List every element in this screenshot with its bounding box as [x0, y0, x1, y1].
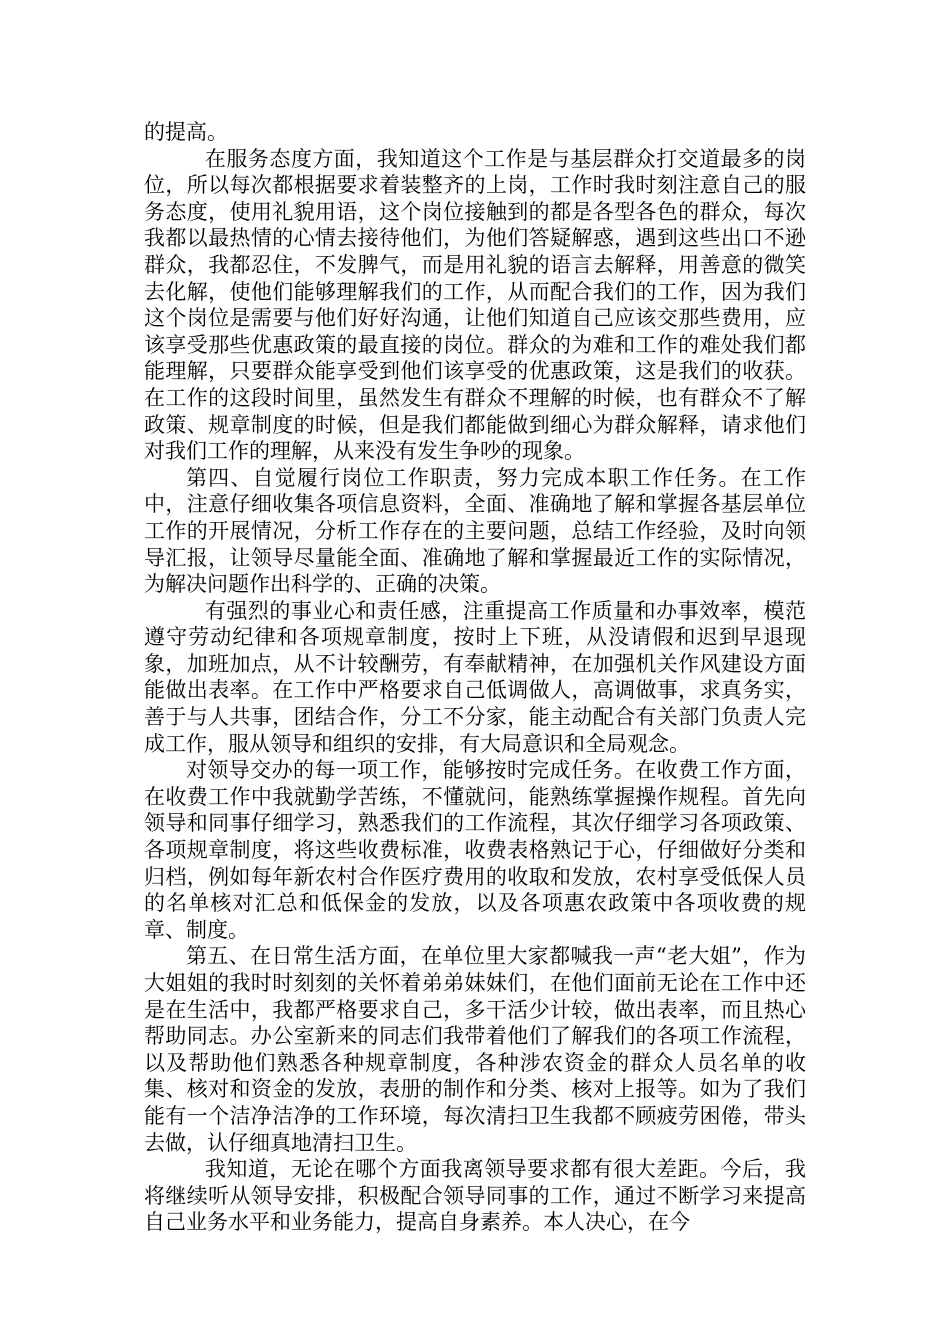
paragraph-section-five: 第五、在日常生活方面，在单位里大家都喊我一声“老大姐”，作为大姐姐的我时时刻刻的关怀着弟弟妹妹们，在他们面前无论在工作中还是在生活中，我都严格要求自己，多干活少计较，做出表率，而且热心帮助同志。办公室新来的同志们我带着他们了解我们的各项工作流程，以及帮助他们熟悉各种规章制度，各种涉农资金的群众人员名单的收集、核对和资金的发放，表册的制作和分类、核对上报等。如为了我们能有一个洁净洁净的工作环境，每次清扫卫生我都不顾疲劳困倦，带头去做，认仔细真地清扫卫生。 [144, 944, 806, 1155]
document-body [144, 119, 806, 1236]
paragraph-section-four: 第四、自觉履行岗位工作职责，努力完成本职工作任务。在工作中，注意仔细收集各项信息资料，全面、准确地了解和掌握各基层单位工作的开展情况，分析工作存在的主要问题，总结工作经验，及时向领导汇报，让领导尽量能全面、准确地了解和掌握最近工作的实际情况，为解决问题作出科学的、正确的决策。 [144, 465, 806, 597]
paragraph-service-attitude: 在服务态度方面，我知道这个工作是与基层群众打交道最多的岗位，所以每次都根据要求着装整齐的上岗，工作时我时刻注意自己的服务态度，使用礼貌用语，这个岗位接触到的都是各型各色的群众，每次我都以最热情的心情去接待他们，为他们答疑解惑，遇到这些出口不逊群众，我都忍住，不发脾气，而是用礼貌的语言去解释，用善意的微笑去化解，使他们能够理解我们的工作，从而配合我们的工作，因为我们这个岗位是需要与他们好好沟通，让他们知道自己应该交那些费用，应该享受那些优惠政策的最直接的岗位。群众的为难和工作的难处我们都能理解，只要群众能享受到他们该享受的优惠政策，这是我们的收获。在工作的这段时间里，虽然发生有群众不理解的时候，也有群众不了解政策、规章制度的时候，但是我们都能做到细心为群众解释，请求他们对我们工作的理解，从来没有发生争吵的现象。 [144, 146, 806, 464]
paragraph-conclusion: 我知道，无论在哪个方面我离领导要求都有很大差距。今后，我将继续听从领导安排，积极配合领导同事的工作，通过不断学习来提高自己业务水平和业务能力，提高自身素养。本人决心，在今 [144, 1157, 806, 1235]
paragraph-work-ethic: 有强烈的事业心和责任感，注重提高工作质量和办事效率，模范遵守劳动纪律和各项规章制度，按时上下班，从没请假和迟到早退现象，加班加点，从不计较酬劳，有奉献精神，在加强机关作风建设方面能做出表率。在工作中严格要求自己低调做人，高调做事，求真务实，善于与人共事，团结合作，分工不分家，能主动配合有关部门负责人完成工作，服从领导和组织的安排，有大局意识和全局观念。 [144, 598, 806, 756]
paragraph-continuation: 的提高。 [144, 120, 228, 144]
paragraph-assigned-tasks: 对领导交办的每一项工作，能够按时完成任务。在收费工作方面，在收费工作中我就勤学苦练，不懂就问，能熟练掌握操作规程。首先向领导和同事仔细学习，熟悉我们的工作流程，其次仔细学习各项政策、各项规章制度，将这些收费标准，收费表格熟记于心，仔细做好分类和归档，例如每年新农村合作医疗费用的收取和发放，农村享受低保人员的名单核对汇总和低保金的发放，以及各项惠农政策中各项收费的规章、制度。 [144, 758, 806, 942]
